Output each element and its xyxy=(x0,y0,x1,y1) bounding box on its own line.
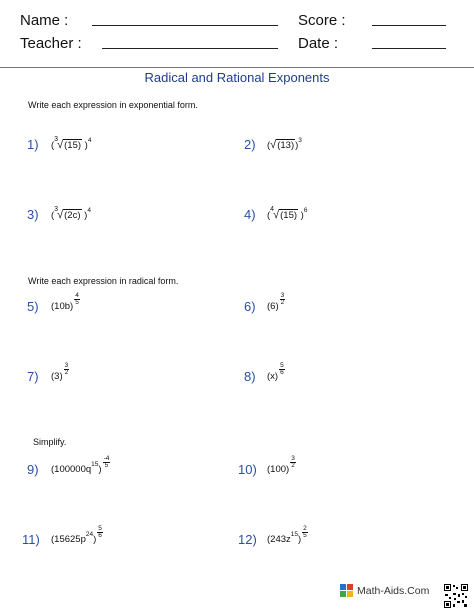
radical-index: 3 xyxy=(54,136,59,143)
base: (3) xyxy=(51,371,63,382)
base: (15625p xyxy=(51,534,86,545)
problem-5-expression xyxy=(51,292,80,314)
problem-number: 11) xyxy=(22,532,40,547)
problem-number: 2) xyxy=(244,137,256,152)
section-3-instruction: Simplify. xyxy=(33,437,67,447)
problem-12-expression: $(243z^{15})$ $\frac{2}{5}$ xyxy=(267,525,307,545)
base: (243z xyxy=(267,534,291,545)
problem-number: 12) xyxy=(238,532,257,547)
exponent: 4 xyxy=(87,207,91,214)
problem-9-expression: $(100000q^{15})$ $\frac{-4}{5}$ xyxy=(51,455,110,475)
teacher-field-line[interactable] xyxy=(102,48,278,49)
radicand: (13) xyxy=(277,140,295,151)
problem-8-expression xyxy=(267,362,285,384)
math-aids-logo-icon xyxy=(340,584,354,598)
fraction-exponent: $\frac{3}{2}$ xyxy=(64,362,69,376)
date-label: Date : xyxy=(298,35,339,52)
radical-index: 3 xyxy=(54,206,59,213)
inner-exponent: 15 xyxy=(290,531,298,538)
fraction-exponent: $\frac{-4}{5}$ xyxy=(103,455,110,469)
base: (10b) xyxy=(51,301,74,312)
section-2-instruction: Write each expression in radical form. xyxy=(28,276,179,286)
problem-number: 9) xyxy=(27,462,39,477)
problem-number: 8) xyxy=(244,369,256,384)
problem-11-expression: $(15625p^{24})$ $\frac{5}{6}$ xyxy=(51,525,102,545)
fraction-exponent: $\frac{3}{2}$ xyxy=(280,292,285,306)
inner-exponent: 15 xyxy=(91,461,99,468)
teacher-label: Teacher : xyxy=(20,35,82,52)
problem-7-expression xyxy=(51,362,69,384)
header-divider xyxy=(0,67,474,68)
math-aids-logo[interactable] xyxy=(340,584,429,598)
problem-2-expression: $(√(13))^3$ xyxy=(267,137,302,151)
fraction-exponent: $\frac{5}{6}$ xyxy=(98,525,102,539)
date-field-line[interactable] xyxy=(372,48,446,49)
fraction-exponent: $\frac{3}{2}$ xyxy=(291,455,295,469)
section-1-instruction: Write each expression in exponential form. xyxy=(28,100,198,110)
base: (100) xyxy=(267,464,290,475)
problem-number: 7) xyxy=(27,369,39,384)
inner-exponent: 24 xyxy=(85,531,94,538)
fraction-exponent: $\frac{2}{5}$ xyxy=(303,525,307,539)
problem-number: 4) xyxy=(244,207,256,222)
radicand: (15) xyxy=(64,140,82,151)
problem-1-expression: ($^3$√(15) )$^4$ xyxy=(51,136,92,151)
problem-number: 1) xyxy=(27,137,39,152)
radicand: (15) xyxy=(280,210,298,221)
score-field-line[interactable] xyxy=(372,25,446,26)
score-label: Score : xyxy=(298,12,346,29)
fraction-exponent: $\frac{4}{5}$ xyxy=(75,292,79,306)
exponent: 4 xyxy=(87,137,92,144)
problem-number: 10) xyxy=(238,462,257,477)
radicand: (2c) xyxy=(64,210,81,221)
base: (6) xyxy=(267,301,279,312)
problem-number: 5) xyxy=(27,299,39,314)
problem-number: 6) xyxy=(244,299,256,314)
problem-4-expression: ($^4$√(15) )$^6$ xyxy=(267,206,308,221)
problem-6-expression xyxy=(267,292,285,314)
name-label: Name : xyxy=(20,12,69,29)
base: (x) xyxy=(267,371,279,382)
logo-text: Math-Aids.Com xyxy=(357,585,430,597)
base: (100000q xyxy=(51,464,92,475)
problem-10-expression xyxy=(267,455,296,477)
problem-number: 3) xyxy=(27,207,39,222)
fraction-exponent: $\frac{5}{6}$ xyxy=(280,362,284,376)
radical-index: 4 xyxy=(270,206,275,213)
name-field-line[interactable] xyxy=(92,25,278,26)
problem-3-expression: ($^3$√(2c) )$^4$ xyxy=(51,206,91,221)
exponent: 6 xyxy=(303,207,308,214)
qr-code-icon xyxy=(444,584,468,608)
exponent: 3 xyxy=(298,137,302,144)
worksheet-title: Radical and Rational Exponents xyxy=(144,70,330,85)
